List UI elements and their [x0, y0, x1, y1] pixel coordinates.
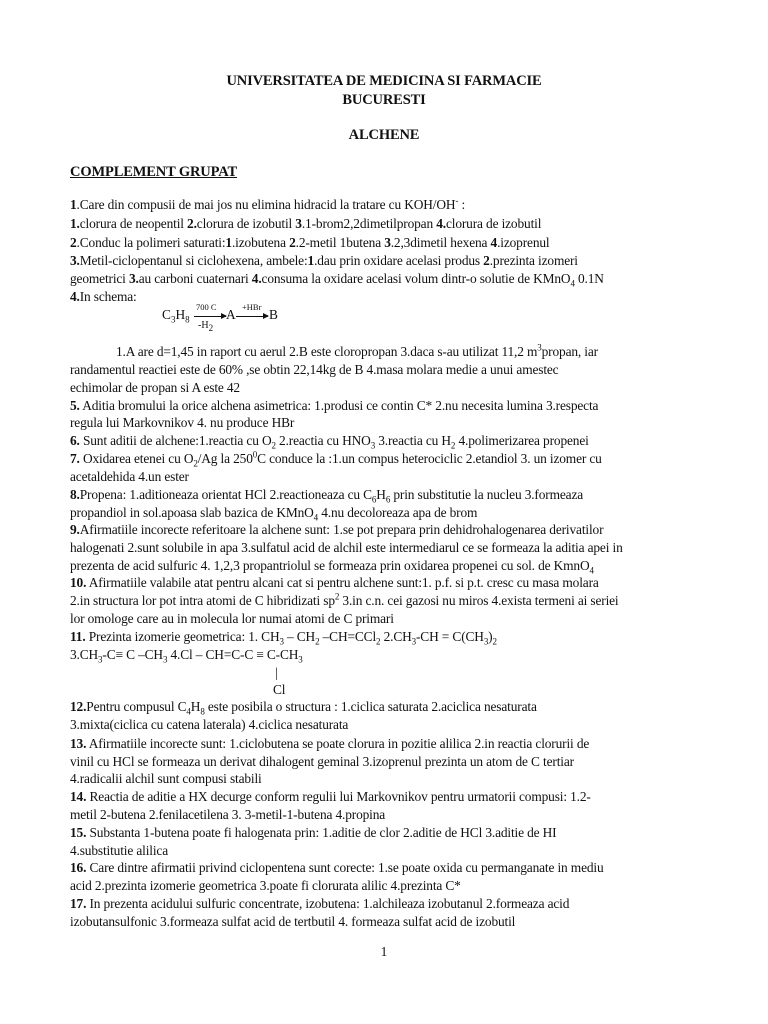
question-13: 13. Afirmatiile incorecte sunt: 1.ciclobutena se poate clorura in pozitie alilica 2.in reactia clorurii de — [70, 736, 590, 751]
question-16-cont: acid 2.prezinta izomerie geometrica 3.poate fi clorurata alilic 4.prezinta C* — [70, 878, 461, 893]
question-13-cont: vinil cu HCl se formeaza un derivat dihalogent geminal 3.izoprenul prezinta un atom de C tertiar — [70, 754, 574, 769]
scheme-product-b: B — [269, 307, 278, 322]
scheme-arrow-1-sublabel: $-H_2$ — [198, 320, 214, 333]
question-8: 8.Propena: 1.aditioneaza orientat HCl 2.reactioneaza cu $C_6H_6$ prin substitutie la nucleu 3.formeaza — [70, 487, 584, 505]
question-3-cont: geometrici 3.au carboni cuaternari 4.consuma la oxidare acelasi volum dintr-o solutie de KMnO$_4$ 0.1N — [70, 271, 604, 289]
question-4-options: 1.A are d=1,45 in raport cu aerul 2.B este cloropropan 3.daca s-au utilizat 11,2 $m^3propan$, iar — [116, 342, 598, 359]
question-2: 2.Conduc la polimeri saturati:1.izobutena 2.2-metil 1butena 3.2,3dimetil hexena 4.izoprenul — [70, 235, 550, 250]
university-name: UNIVERSITATEA DE MEDICINA SI FARMACIE — [226, 73, 542, 89]
question-6: 6. Sunt aditii de alchene:1.reactia cu $O_2$ 2.reactia cu $HNO_3$ 3.reactia cu $H_2$ 4.polimerizarea propenei — [70, 433, 589, 451]
question-10-cont: 2.in structura lor pot intra atomi de C hibridizati $sp^2$ 3.in c.n. cei gazosi nu miros 4.exista termeni ai seriei — [70, 591, 619, 608]
question-8-cont: propandiol in sol.apoasa slab bazica de KMnO$_4$ 4.nu decoloreaza apa de brom — [70, 505, 478, 523]
question-15: 15. Substanta 1-butena poate fi halogenata prin: 1.aditie de clor 2.aditie de HCl 3.aditie de HI — [70, 825, 557, 840]
document-title: ALCHENE — [348, 127, 420, 143]
question-3: 3.Metil-ciclopentanul si ciclohexena, ambele:1.dau prin oxidare acelasi produs 2.prezinta izomeri — [70, 253, 578, 268]
question-4-cont: randamentul reactiei este de 60% ,se obtin 22,14kg de B 4.masa molara medie a unui amestec — [70, 362, 559, 377]
scheme-reactant: $C_3H_8$ — [162, 307, 190, 325]
question-10: 10. Afirmatiile valabile atat pentru alcani cat si pentru alchene sunt:1. p.f. si p.t. cresc cu masa molara — [70, 575, 599, 590]
scheme-arrow-1-label: 700 C — [196, 302, 217, 312]
question-12: 12.Pentru compusul $C_4H_8$ este posibila o structura : 1.ciclica saturata 2.aciclica nesaturata — [70, 699, 537, 717]
question-17-cont: izobutansulfonic 3.formeaza sulfat acid de tertbutil 4. formeaza sulfat acid de izobutil — [70, 914, 516, 929]
question-7: 7. Oxidarea etenei cu $O_2/Ag$ la $250^0C$ conduce la :1.un compus heterociclic 2.etandiol 3. un izomer cu — [70, 449, 602, 469]
question-5: 5. Aditia bromului la orice alchena asimetrica: 1.produsi ce contin C* 2.nu necesita lumina 3.respecta — [70, 398, 599, 413]
question-17: 17. In prezenta acidului sulfuric concentrate, izobutena: 1.alchileaza izobutanul 2.formeaza acid — [70, 896, 570, 911]
question-9-cont: halogenati 2.sunt solubile in apa 3.sulfatul acid de alchil este intermediarul ce se formeaza la aditia apei in — [70, 540, 623, 555]
question-4-cont-2: echimolar de propan si A este 42 — [70, 380, 240, 395]
question-11: 11. Prezinta izomerie geometrica: 1. $CH_3 - CH_2$ –CH=CCl$_2$ $2.CH_3-CH = C(CH_3)_2$ — [70, 629, 497, 647]
question-11-cont: $3.CH_3-C\equiv C$ $-CH_3$ $4.Cl - CH=C-C \equiv C-CH_3$ — [70, 647, 303, 665]
question-1: 1.Care din compusii de mai jos nu elimina hidracid la tratare cu KOH/OH- : — [70, 195, 466, 212]
question-16: 16. Care dintre afirmatii privind ciclopentena sunt corecte: 1.se poate oxida cu permanganate in mediu — [70, 860, 604, 875]
scheme-product-a: A — [226, 307, 236, 322]
question-15-cont: 4.substitutie alilica — [70, 843, 169, 858]
page-number: 1 — [380, 944, 388, 959]
question-7-cont: acetaldehida 4.un ester — [70, 469, 189, 484]
question-11-bond: | — [275, 665, 278, 680]
question-13-cont-2: 4.radicalii alchil sunt compusi stabili — [70, 771, 262, 786]
question-12-cont: 3.mixta(ciclica cu catena laterala) 4.ciclica nesaturata — [70, 717, 349, 732]
city-name: BUCURESTI — [342, 92, 426, 108]
scheme-arrow-1 — [194, 316, 226, 317]
scheme-arrow-2-label: +HBr — [242, 302, 262, 312]
question-4: 4.In schema: — [70, 289, 137, 304]
reaction-scheme — [162, 302, 362, 342]
question-14: 14. Reactia de aditie a HX decurge conform regulii lui Markovnikov pentru urmatorii compusi: 1.2- — [70, 789, 591, 804]
section-heading: COMPLEMENT GRUPAT — [70, 164, 238, 180]
scheme-arrow-2 — [236, 316, 268, 317]
question-9-cont-2: prezenta de acid sulfuric 4. 1,2,3 propantriolul se formeaza prin oxidarea propenei cu sol. de KmnO$_4$ — [70, 558, 594, 576]
question-11-chlorine: Cl — [273, 682, 286, 697]
question-1-options: 1.clorura de neopentil 2.clorura de izobutil 3.1-brom2,2dimetilpropan 4.clorura de izobutil — [70, 216, 542, 231]
question-10-cont-2: lor omologe care au in molecula lor numai atomi de C primari — [70, 611, 394, 626]
question-14-cont: metil 2-butena 2.fenilacetilena 3. 3-metil-1-butena 4.propina — [70, 807, 386, 822]
question-5-cont: regula lui Markovnikov 4. nu produce HBr — [70, 415, 295, 430]
question-9: 9.Afirmatiile incorecte referitoare la alchene sunt: 1.se pot prepara prin dehidrohalogenarea derivatilor — [70, 522, 604, 537]
